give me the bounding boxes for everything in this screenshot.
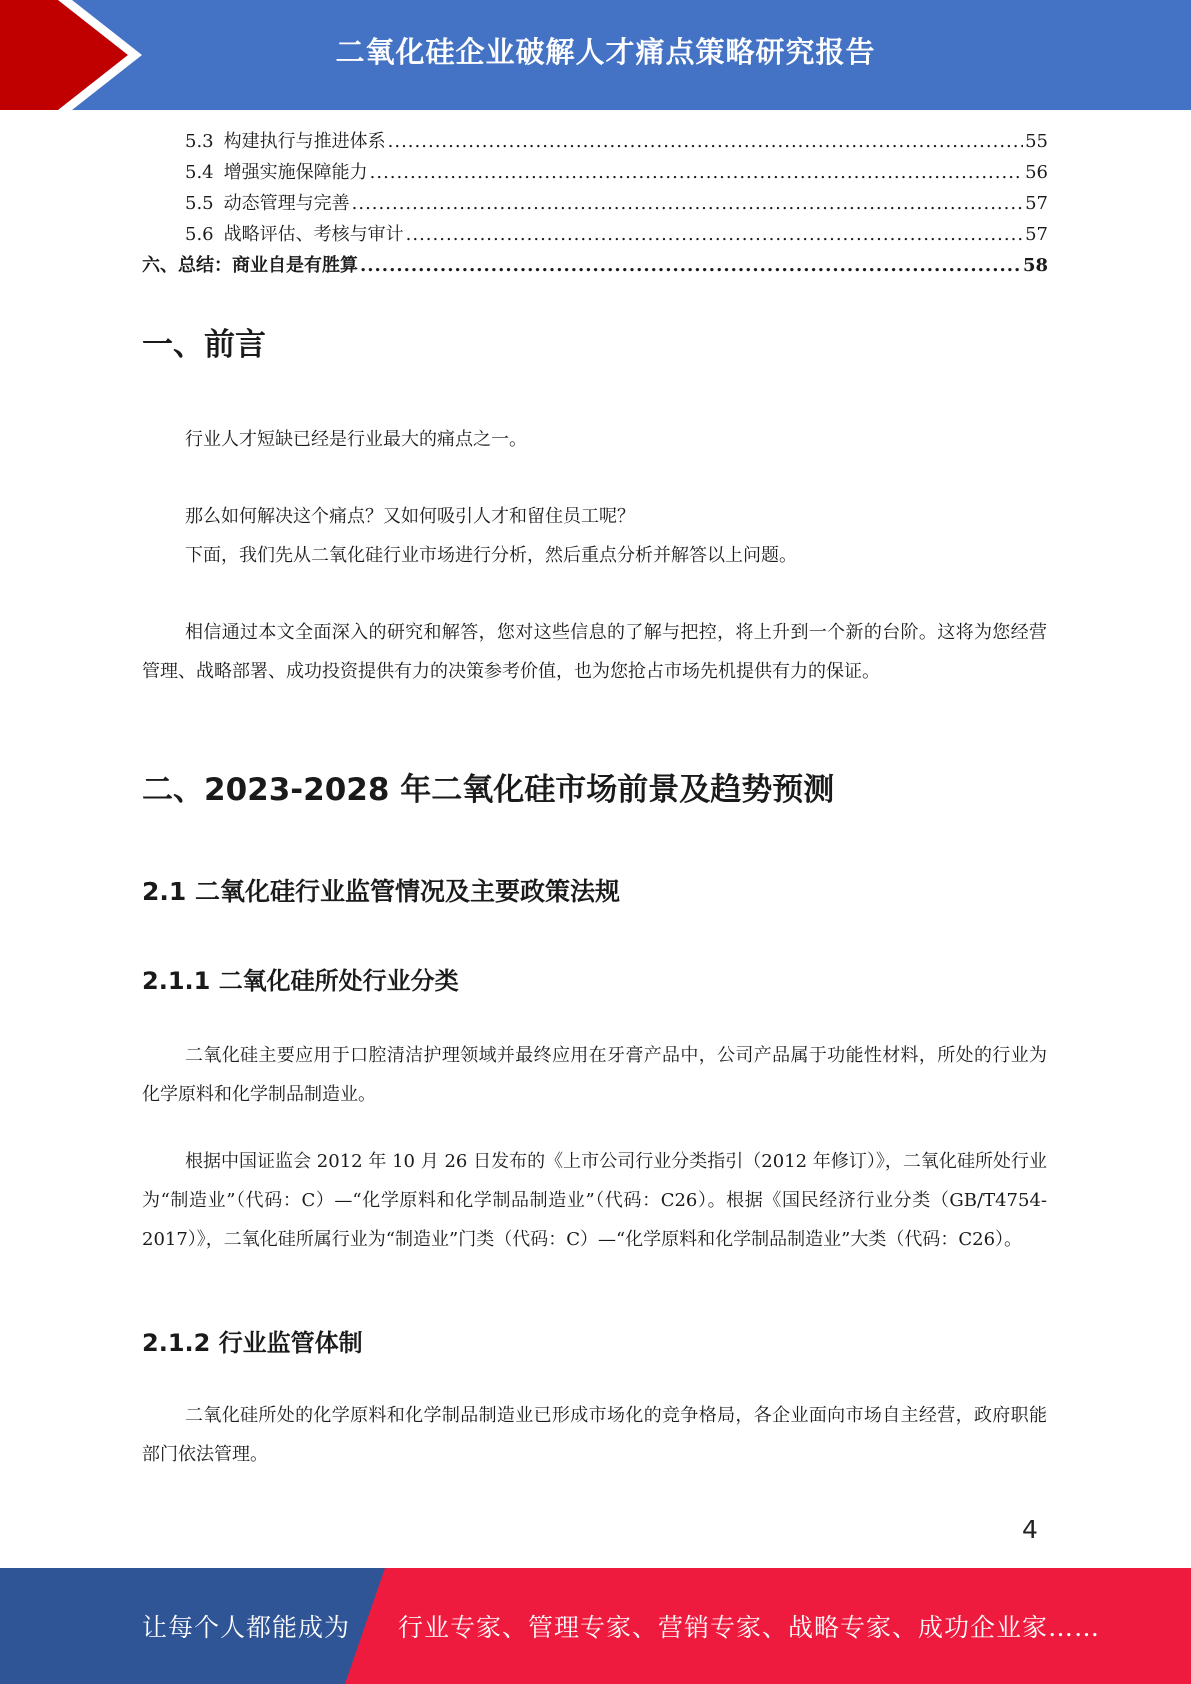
toc-leader-dots	[352, 193, 1023, 214]
subsection-body	[142, 1036, 1047, 1114]
paragraph: 下面，我们先从二氧化硅行业市场进行分析，然后重点分析并解答以上问题。	[185, 545, 797, 566]
toc-item-page: 55	[1025, 131, 1048, 152]
toc-item-label: 战略评估、考核与审计	[223, 224, 404, 245]
toc-leader-dots	[388, 131, 1023, 152]
paragraph: 行业人才短缺已经是行业最大的痛点之一。	[185, 429, 527, 450]
header-banner	[0, 0, 1191, 110]
subsubsection-heading: 2.1.2 行业监管体制	[142, 1329, 363, 1357]
toc-item[interactable]	[142, 251, 1048, 282]
toc-item-label: 六、总结：商业自是有胜算	[142, 255, 358, 276]
toc-leader-dots	[370, 162, 1023, 183]
paragraph: 二氧化硅主要应用于口腔清洁护理领域并最终应用在牙膏产品中，公司产品属于功能性材料，所处的行业为化学原料和化学制品制造业。	[142, 1045, 1047, 1105]
subsection-body	[142, 1396, 1047, 1474]
paragraph: 二氧化硅所处的化学原料和化学制品制造业已形成市场化的竞争格局，各企业面向市场自主经营，政府职能部门依法管理。	[142, 1405, 1047, 1465]
section-1-body	[142, 613, 1047, 691]
paragraph: 那么如何解决这个痛点？又如何吸引人才和留住员工呢？	[185, 506, 635, 527]
toc-item-label: 动态管理与完善	[223, 193, 350, 214]
page-number: 4	[1022, 1515, 1038, 1544]
toc-leader-dots	[360, 255, 1021, 276]
section-2-heading-block	[142, 770, 1047, 810]
subsection-heading: 2.1 二氧化硅行业监管情况及主要政策法规	[142, 877, 620, 906]
footer-banner	[0, 1568, 1191, 1684]
toc-item-page: 56	[1025, 162, 1048, 183]
footer-slogan: 让每个人都能成为	[142, 1613, 351, 1642]
section-1-body	[142, 420, 1047, 459]
paragraph: 相信通过本文全面深入的研究和解答，您对这些信息的了解与把控，将上升到一个新的台阶。这将为您经营管理、战略部署、成功投资提供有力的决策参考价值，也为您抢占市场先机提供有力的保证。	[142, 622, 1047, 682]
toc-item-number: 5.5	[185, 193, 214, 214]
toc-item-number: 5.3	[185, 131, 214, 152]
subsection-heading-block	[142, 1326, 1047, 1360]
section-heading: 一、前言	[142, 327, 266, 363]
toc-item-page: 57	[1025, 193, 1048, 214]
footer-tagline: 行业专家、管理专家、营销专家、战略专家、成功企业家……	[398, 1613, 1101, 1642]
toc-item-number: 5.4	[185, 162, 214, 183]
subsection-heading-block	[142, 964, 1047, 998]
paragraph: 根据中国证监会 2012 年 10 月 26 日发布的《上市公司行业分类指引（2012 年修订）》，二氧化硅所处行业为“制造业”（代码：C）—“化学原料和化学制品制造业”（代码：C26）。根据《国民经济行业分类（GB/T4754-2017）》，二氧化硅所属行业为“制造业”门类（代码：C）—“化学原料和化学制品制造业”大类（代码：C26）。	[142, 1151, 1047, 1250]
toc-item[interactable]	[142, 189, 1048, 220]
toc-item[interactable]	[142, 220, 1048, 251]
toc-item-page: 58	[1022, 255, 1048, 276]
toc-leader-dots	[406, 224, 1023, 245]
toc-item-page: 57	[1025, 224, 1048, 245]
section-1-body	[142, 497, 1047, 575]
report-title: 二氧化硅企业破解人才痛点策略研究报告	[335, 34, 876, 69]
subsubsection-heading: 2.1.1 二氧化硅所处行业分类	[142, 967, 459, 995]
toc-item[interactable]	[142, 127, 1048, 158]
toc-item-label: 增强实施保障能力	[223, 162, 368, 183]
table-of-contents	[142, 127, 1048, 282]
toc-item-number: 5.6	[185, 224, 214, 245]
toc-item-label: 构建执行与推进体系	[223, 131, 386, 152]
section-heading: 二、2023-2028 年二氧化硅市场前景及趋势预测	[142, 772, 835, 808]
toc-item[interactable]	[142, 158, 1048, 189]
subsection-heading-block	[142, 875, 1047, 909]
section-1-heading-block	[142, 325, 1047, 365]
subsection-body	[142, 1142, 1047, 1259]
